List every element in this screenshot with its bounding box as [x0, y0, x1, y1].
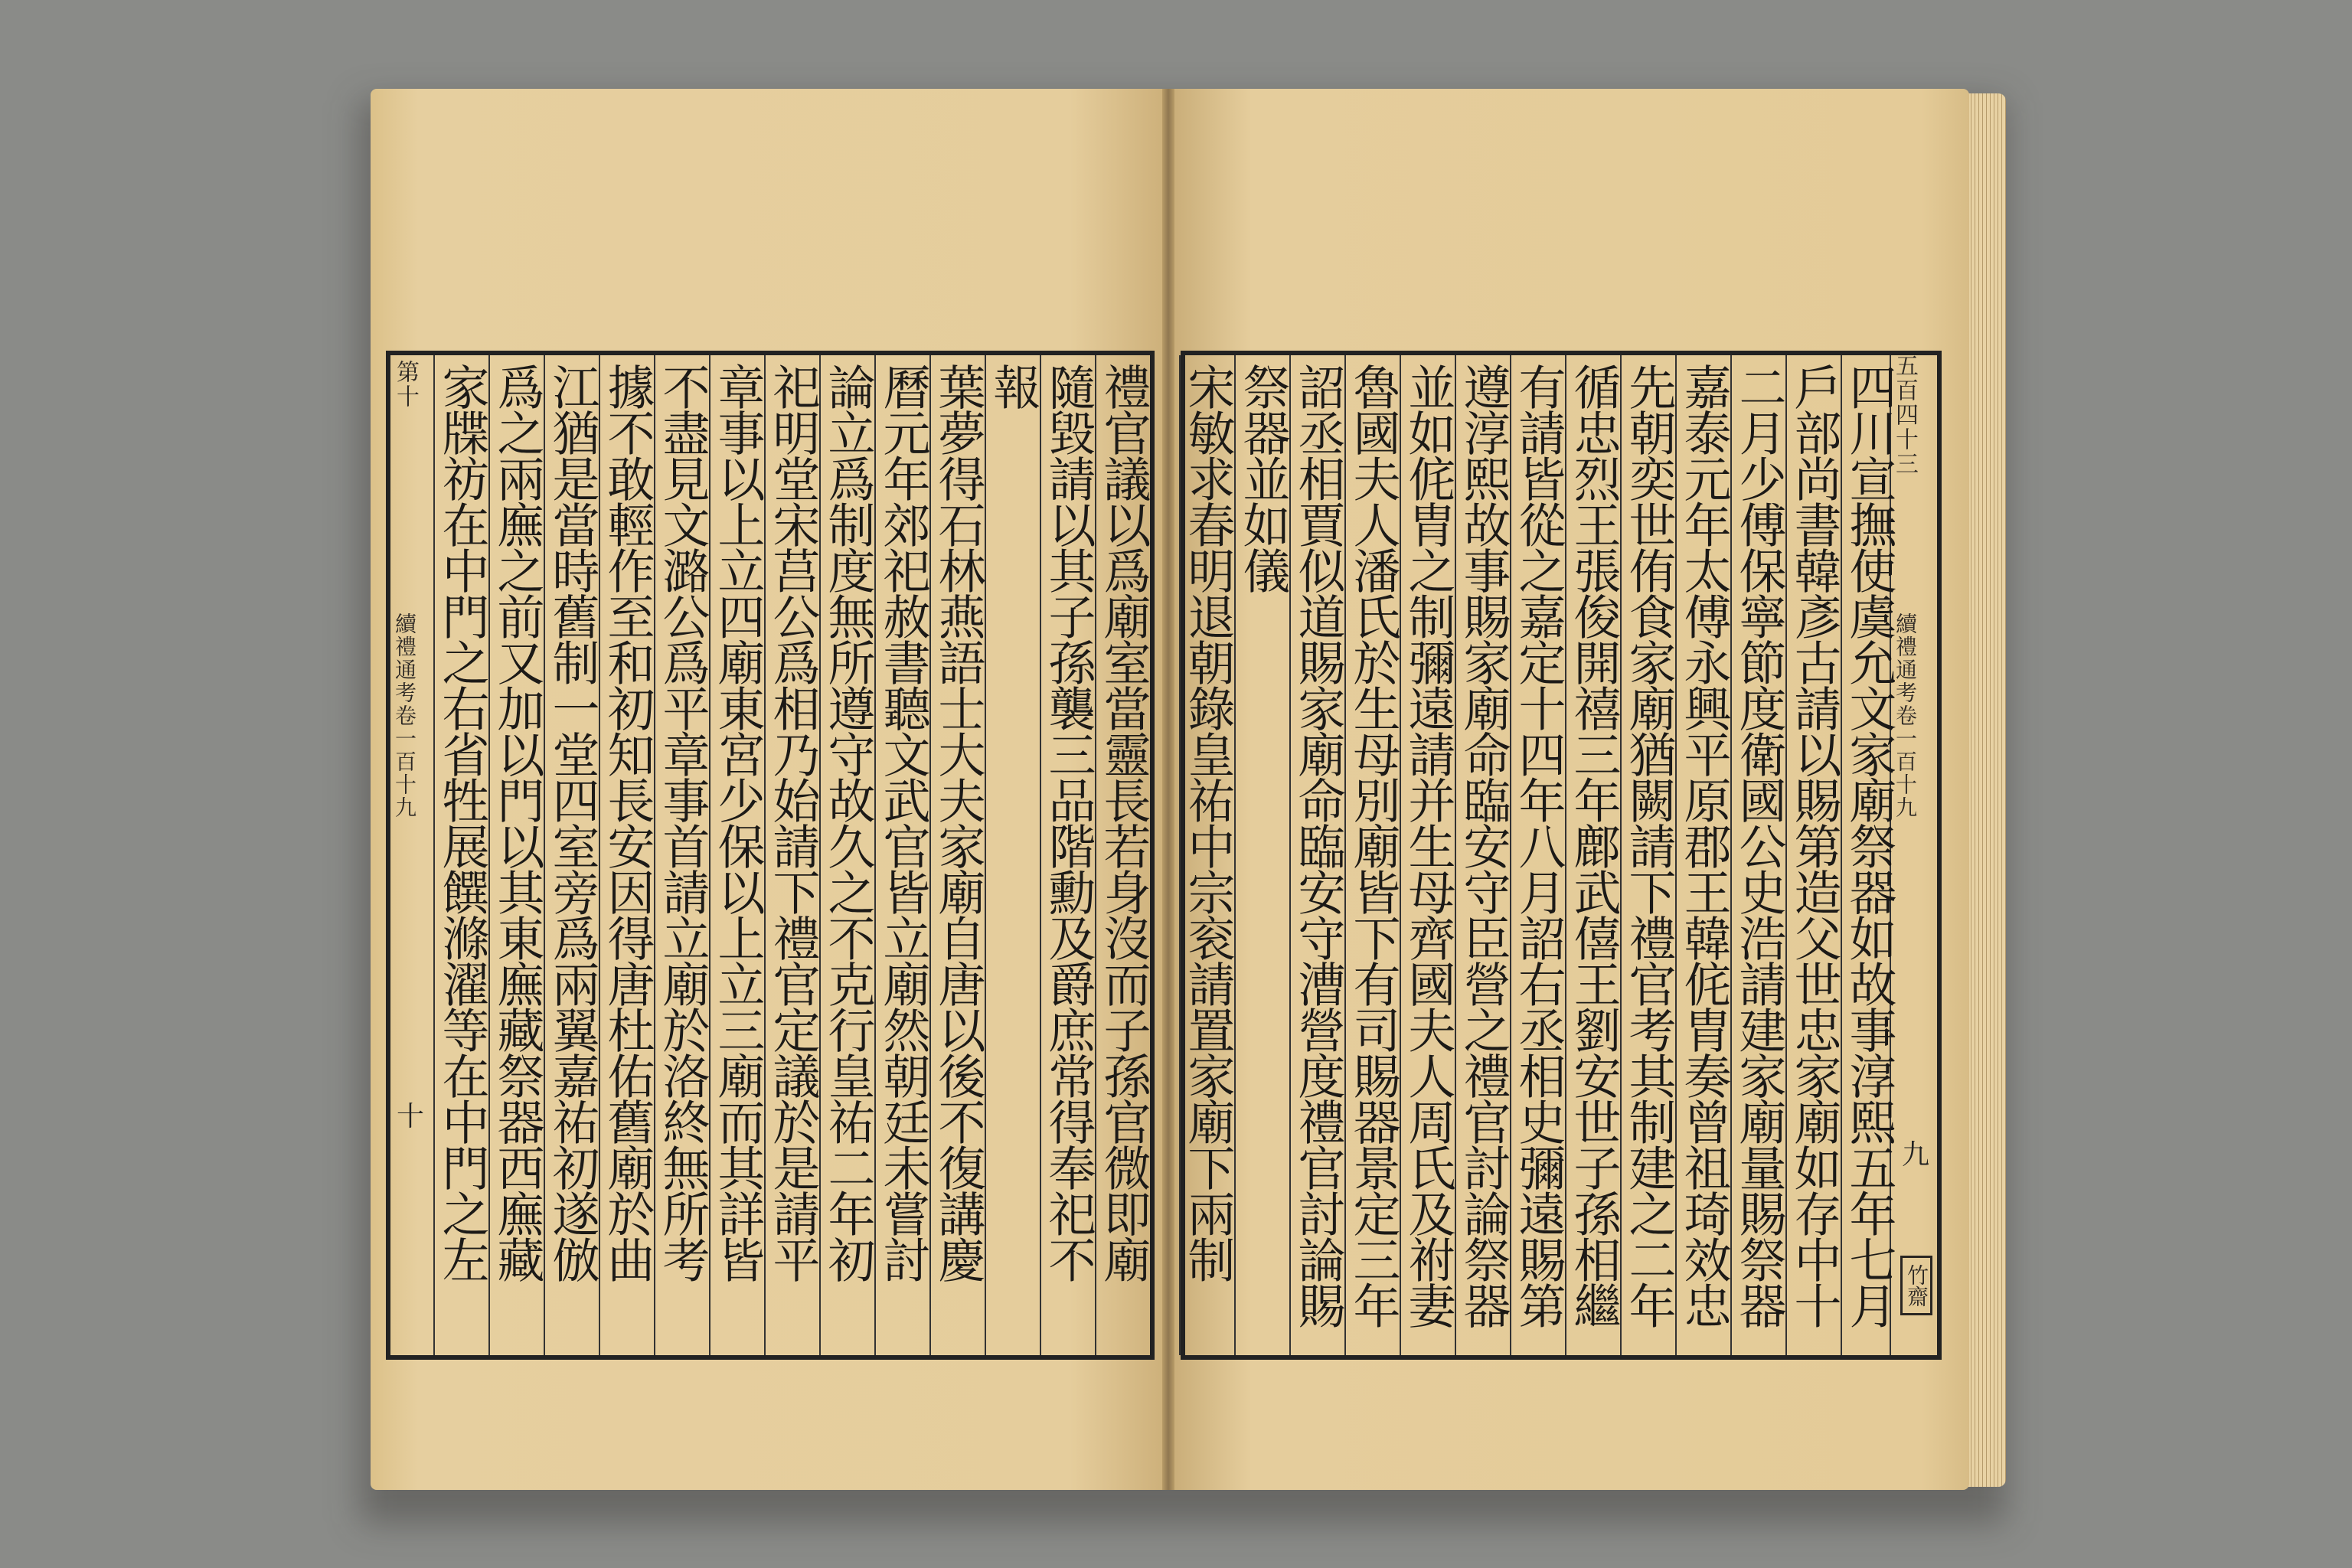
right-text-column: 二月少傅保寧節度衛國公史浩請建家廟量賜祭器: [1731, 363, 1787, 1328]
right-text-column: 並如侂胄之制彌遠請并生母齊國夫人周氏及祔妻: [1400, 363, 1456, 1328]
right-text-column: 宋敏求春明退朝錄皇祐中宗衮請置家廟下兩制: [1180, 363, 1236, 1282]
right-text-column: 循忠烈王張俊開禧三年鄜武僖王劉安世子孫相繼: [1566, 363, 1622, 1328]
left-text-column: 不盡見文潞公爲平章事首請立廟於洛終無所考: [655, 363, 710, 1282]
left-header-small: 第十: [392, 360, 419, 409]
left-text-column: 祀明堂宋莒公爲相乃始請下禮官定議於是請平: [765, 363, 821, 1282]
left-text-column: 曆元年郊祀赦書聽文武官皆立廟然朝廷未嘗討: [875, 363, 931, 1282]
right-center-title: 續禮通考卷一百十九: [1893, 612, 1918, 819]
right-text-column: 先朝奕世侑食家廟猶闕請下禮官考其制建之二年: [1621, 363, 1677, 1328]
left-text-column: 爲之兩廡之前又加以門以其東廡藏祭器西廡藏: [489, 363, 545, 1282]
right-corner-mark: 竹齋: [1900, 1256, 1932, 1315]
left-text-column: 據不敢輕作至和初知長安因得唐杜佑舊廟於曲: [599, 363, 655, 1282]
right-text-column: 魯國夫人潘氏於生母別廟皆下有司賜器景定三年: [1345, 363, 1401, 1328]
left-text-column: 家牒祊在中門之右省牲展饌滌濯等在中門之左: [434, 363, 490, 1282]
left-text-column: 江猶是當時舊制一堂四室旁爲兩翼嘉祐初遂倣: [544, 363, 600, 1282]
right-text-column: 四川宣撫使虞允文家廟祭器如故事淳熙五年七月: [1841, 363, 1897, 1328]
left-text-column: 葉夢得石林燕語士大夫家廟自唐以後不復講慶: [930, 363, 986, 1282]
left-fold-strip: [390, 355, 435, 1355]
right-text-column: 嘉泰元年太傅永興平原郡王韓侂胄奏曾祖琦效忠: [1676, 363, 1732, 1328]
right-text-column: 戶部尚書韓彥古請以賜第造父世忠家廟如存中十: [1786, 363, 1842, 1328]
right-text-column: 詔丞相賈似道賜家廟命臨安守漕營度禮官討論賜: [1290, 363, 1346, 1328]
right-text-column: 有請皆從之嘉定十四年八月詔右丞相史彌遠賜第: [1511, 363, 1566, 1328]
right-text-column: 遵淳熙故事賜家廟命臨安守臣營之禮官討論祭器: [1455, 363, 1511, 1328]
left-center-title: 續禮通考卷一百十九: [392, 612, 417, 819]
left-text-column: 章事以上立四廟東宮少保以上立三廟而其詳皆: [710, 363, 766, 1282]
left-text-column: 報: [985, 363, 1041, 409]
right-page-number: 九: [1902, 1139, 1930, 1171]
left-text-column: 隨毀請以其子孫襲三品階勳及爵庶常得奉祀不: [1040, 363, 1096, 1282]
book-gutter: [1162, 89, 1174, 1490]
left-text-column: 論立爲制度無所遵守故久之不克行皇祐二年初: [820, 363, 876, 1282]
left-text-column: 禮官議以爲廟室當靈長若身沒而子孫官微即廟: [1096, 363, 1152, 1282]
right-header-small: 五百四十三: [1891, 354, 1918, 476]
right-text-column: 祭器並如儀: [1235, 363, 1291, 593]
left-page-number: 十: [397, 1101, 425, 1132]
